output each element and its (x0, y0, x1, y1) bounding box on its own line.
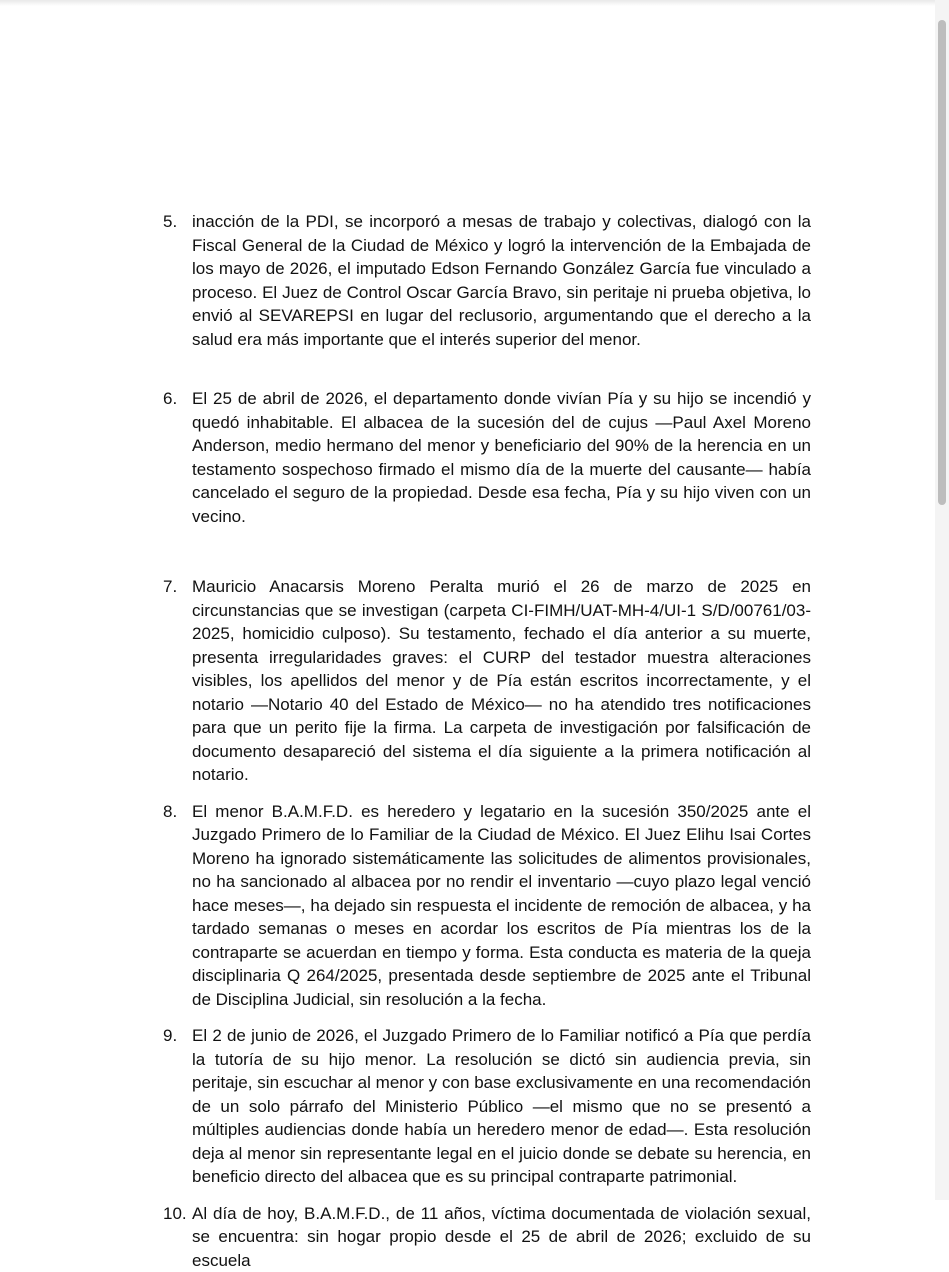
paragraph-number: 7. (163, 575, 192, 599)
paragraph-text: El 25 de abril de 2026, el departamento donde vivían Pía y su hijo se incendió y quedó inhabitable. El albacea de la sucesión del de cujus —Paul Axel Moreno Anderson, medio hermano del menor y beneficiario del 90% de la herencia en un testamento sospechoso firmado el mismo día de la muerte del causante— había cancelado el seguro de la propiedad. Desde esa fecha, Pía y su hijo viven con un vecino. (192, 387, 811, 528)
paragraph-text: El 2 de junio de 2026, el Juzgado Primero de lo Familiar notificó a Pía que perdía la tutoría de su hijo menor. La resolución se dictó sin audiencia previa, sin peritaje, sin escuchar al menor y con base exclusivamente en una recomendación de un solo párrafo del Ministerio Público —el mismo que no se presentó a múltiples audiencias donde había un heredero menor de edad—. Esta resolución deja al menor sin representante legal en el juicio donde se debate su herencia, en beneficio directo del albacea que es su principal contraparte patrimonial. (192, 1024, 811, 1189)
paragraph-text: Al día de hoy, B.A.M.F.D., de 11 años, víctima documentada de violación sexual, se encuentra: sin hogar propio desde el 25 de abril de 2026; excluido de su escuela (192, 1202, 811, 1272)
document-body (163, 210, 811, 1272)
vertical-scrollbar[interactable] (935, 0, 949, 1200)
paragraph-item-8 (163, 800, 811, 1012)
scrollbar-thumb[interactable] (938, 20, 946, 505)
paragraph-number: 5. (163, 210, 192, 234)
page-top-edge (0, 0, 935, 6)
paragraph-text: inacción de la PDI, se incorporó a mesas de trabajo y colectivas, dialogó con la Fiscal General de la Ciudad de México y logró la intervención de la Embajada de los mayo de 2026, el imputado Edson Fernando González García fue vinculado a proceso. El Juez de Control Oscar García Bravo, sin peritaje ni prueba objetiva, lo envió al SEVAREPSI en lugar del reclusorio, argumentando que el derecho a la salud era más importante que el interés superior del menor. (192, 210, 811, 351)
paragraph-item-5 (163, 210, 811, 351)
paragraph-number: 10. (163, 1202, 192, 1226)
paragraph-text: El menor B.A.M.F.D. es heredero y legatario en la sucesión 350/2025 ante el Juzgado Primero de lo Familiar de la Ciudad de México. El Juez Elihu Isai Cortes Moreno ha ignorado sistemáticamente las solicitudes de alimentos provisionales, no ha sancionado al albacea por no rendir el inventario —cuyo plazo legal venció hace meses—, ha dejado sin respuesta el incidente de remoción de albacea, y ha tardado semanas o meses en acordar los escritos de Pía mientras los de la contraparte se acuerdan en tiempo y forma. Esta conducta es materia de la queja disciplinaria Q 264/2025, presentada desde septiembre de 2025 ante el Tribunal de Disciplina Judicial, sin resolución a la fecha. (192, 800, 811, 1012)
paragraph-number: 6. (163, 387, 192, 411)
paragraph-item-9 (163, 1024, 811, 1189)
paragraph-text: Mauricio Anacarsis Moreno Peralta murió el 26 de marzo de 2025 en circunstancias que se investigan (carpeta CI-FIMH/UAT-MH-4/UI-1 S/D/00761/03-2025, homicidio culposo). Su testamento, fechado el día anterior a su muerte, presenta irregularidades graves: el CURP del testador muestra alteraciones visibles, los apellidos del menor y de Pía están escritos incorrectamente, y el notario —Notario 40 del Estado de México— no ha atendido tres notificaciones para que un perito fije la firma. La carpeta de investigación por falsificación de documento desapareció del sistema el día siguiente a la primera notificación al notario. (192, 575, 811, 787)
paragraph-number: 9. (163, 1024, 192, 1048)
paragraph-item-6 (163, 387, 811, 528)
paragraph-item-7 (163, 575, 811, 787)
paragraph-number: 8. (163, 800, 192, 824)
paragraph-item-10 (163, 1202, 811, 1272)
